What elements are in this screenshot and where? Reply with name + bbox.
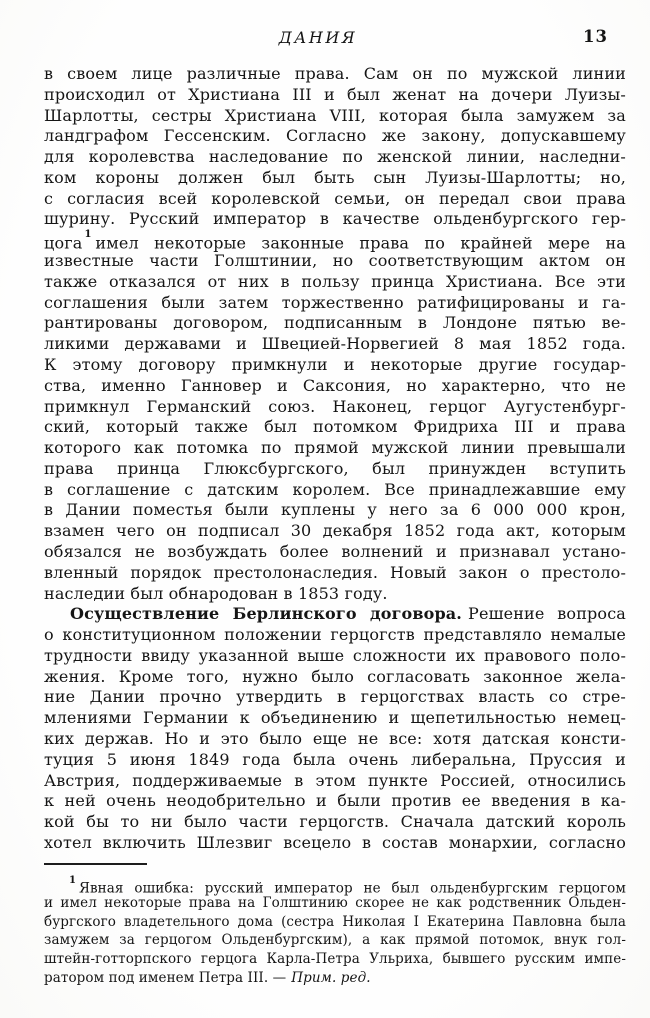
text-line: к ней очень неодобрительно и были против ее введения в ка-	[44, 791, 626, 811]
text-line-with-footnote-ref	[44, 230, 626, 251]
page-number: 13	[583, 27, 608, 46]
text-line: ликими державами и Швецией-Норвегией 8 мая 1852 года.	[44, 334, 626, 354]
text-line: хотел включить Шлезвиг всецело в состав монархии, согласно	[44, 832, 626, 852]
body-text-column	[44, 64, 626, 854]
text-line: шурину. Русский император в качестве ольденбургского гер-	[44, 209, 626, 229]
text-line: ние Дании прочно утвердить в герцогствах власть со стре-	[44, 687, 626, 707]
footnote-separator	[44, 863, 147, 865]
text-line: Австрия, поддерживаемые в этом пункте Россией, относились	[44, 770, 626, 790]
text-line: происходил от Христиана III и был женат на дочери Луизы-	[44, 84, 626, 104]
text-line: К этому договору примкнули и некоторые другие государ-	[44, 354, 626, 374]
footnote-block	[44, 876, 626, 988]
text-line: туция 5 июня 1849 года была очень либеральна, Пруссия и	[44, 749, 626, 769]
footnote-last-line	[44, 969, 626, 988]
text-fragment: Явная ошибка: русский император не был ольденбургским герцогом	[78, 880, 626, 897]
text-line: с согласия всей королевской семьи, он передал свои права	[44, 188, 626, 208]
text-line: ких держав. Но и это было еще не все: хотя датская консти-	[44, 729, 626, 748]
text-line: ский, который также был потомком Фридриха III и права	[44, 417, 626, 437]
text-line: взамен чего он подписал 30 декабря 1852 года акт, которым	[44, 521, 626, 541]
text-line: Шарлотты, сестры Христиана VIII, которая была замужем за	[44, 105, 626, 125]
text-line: права принца Глюксбургского, был принужден вступить	[44, 458, 626, 478]
running-header	[0, 0, 650, 48]
paragraph-last-line: наследии был обнародован в 1853 году.	[44, 583, 388, 603]
running-header-title: ДАНИЯ	[278, 28, 358, 47]
text-line: известные части Голштинии, но соответствующим актом он	[44, 251, 626, 271]
text-line: ком короны должен был быть сын Луизы-Шарлотты; но,	[44, 167, 626, 187]
text-line: о конституционном положении герцогств представляло немалые	[44, 625, 626, 645]
footnote-marker: 1	[69, 874, 76, 886]
text-line: кой бы то ни было части герцогств. Сначала датский король	[44, 812, 626, 832]
text-line: ства, именно Ганновер и Саксония, но характерно, что не	[44, 375, 626, 395]
footnote-first-line	[44, 876, 626, 895]
text-line: соглашения были затем торжественно ратифицированы и га-	[44, 292, 626, 312]
text-line: трудности ввиду указанной выше сложности их правового поло-	[44, 645, 626, 665]
editor-note-attribution: Прим. ред.	[291, 969, 371, 986]
text-line: вленный порядок престолонаследия. Новый закон о престоло-	[44, 562, 626, 582]
paragraph-heading: Осуществление Берлинского договора.	[70, 604, 463, 624]
footnote-line: замужем за герцогом Ольденбургским), а как прямой потомок, внук гол-	[44, 932, 626, 949]
text-line: жения. Кроме того, нужно было согласовать законное жела-	[44, 666, 626, 686]
text-fragment: ратором под именем Петра III. —	[44, 969, 287, 986]
footnote-line: бургского владетельного дома (сестра Николая I Екатерина Павловна была	[44, 913, 626, 930]
text-fragment: цога	[44, 233, 83, 253]
text-line: млениями Германии к объединению и щепетильностью немец-	[44, 708, 626, 728]
text-line: обязался не возбуждать более волнений и признавал устано-	[44, 541, 626, 561]
text-line: в Дании поместья были куплены у него за 6 000 000 крон,	[44, 500, 626, 520]
text-fragment: имел некоторые законные права по крайней мере на	[95, 233, 626, 253]
footnote-reference: 1	[84, 228, 92, 240]
text-line: примкнул Германский союз. Наконец, герцог Аугустенбург-	[44, 396, 626, 416]
text-line: также отказался от них в пользу принца Христиана. Все эти	[44, 271, 626, 291]
text-line: в своем лице различные права. Сам он по мужской линии	[44, 64, 626, 83]
text-line: для королевства наследование по женской линии, наследни-	[44, 147, 626, 167]
paragraph-with-heading	[44, 604, 626, 625]
footnote-line: штейн-готторпского герцога Карла-Петра Ульриха, бывшего русским импе-	[44, 951, 626, 968]
text-line: рантированы договором, подписанным в Лондоне пятью ве-	[44, 313, 626, 333]
footnote-line: и имел некоторые права на Голштинию скорее не как родственник Ольден-	[44, 895, 626, 912]
text-line: в соглашение с датским королем. Все принадлежавшие ему	[44, 479, 626, 499]
text-fragment: Решение вопроса	[468, 604, 626, 624]
text-line: которого как потомка по прямой мужской линии превышали	[44, 438, 626, 458]
text-line: ландграфом Гессенским. Согласно же закону, допускавшему	[44, 126, 626, 146]
